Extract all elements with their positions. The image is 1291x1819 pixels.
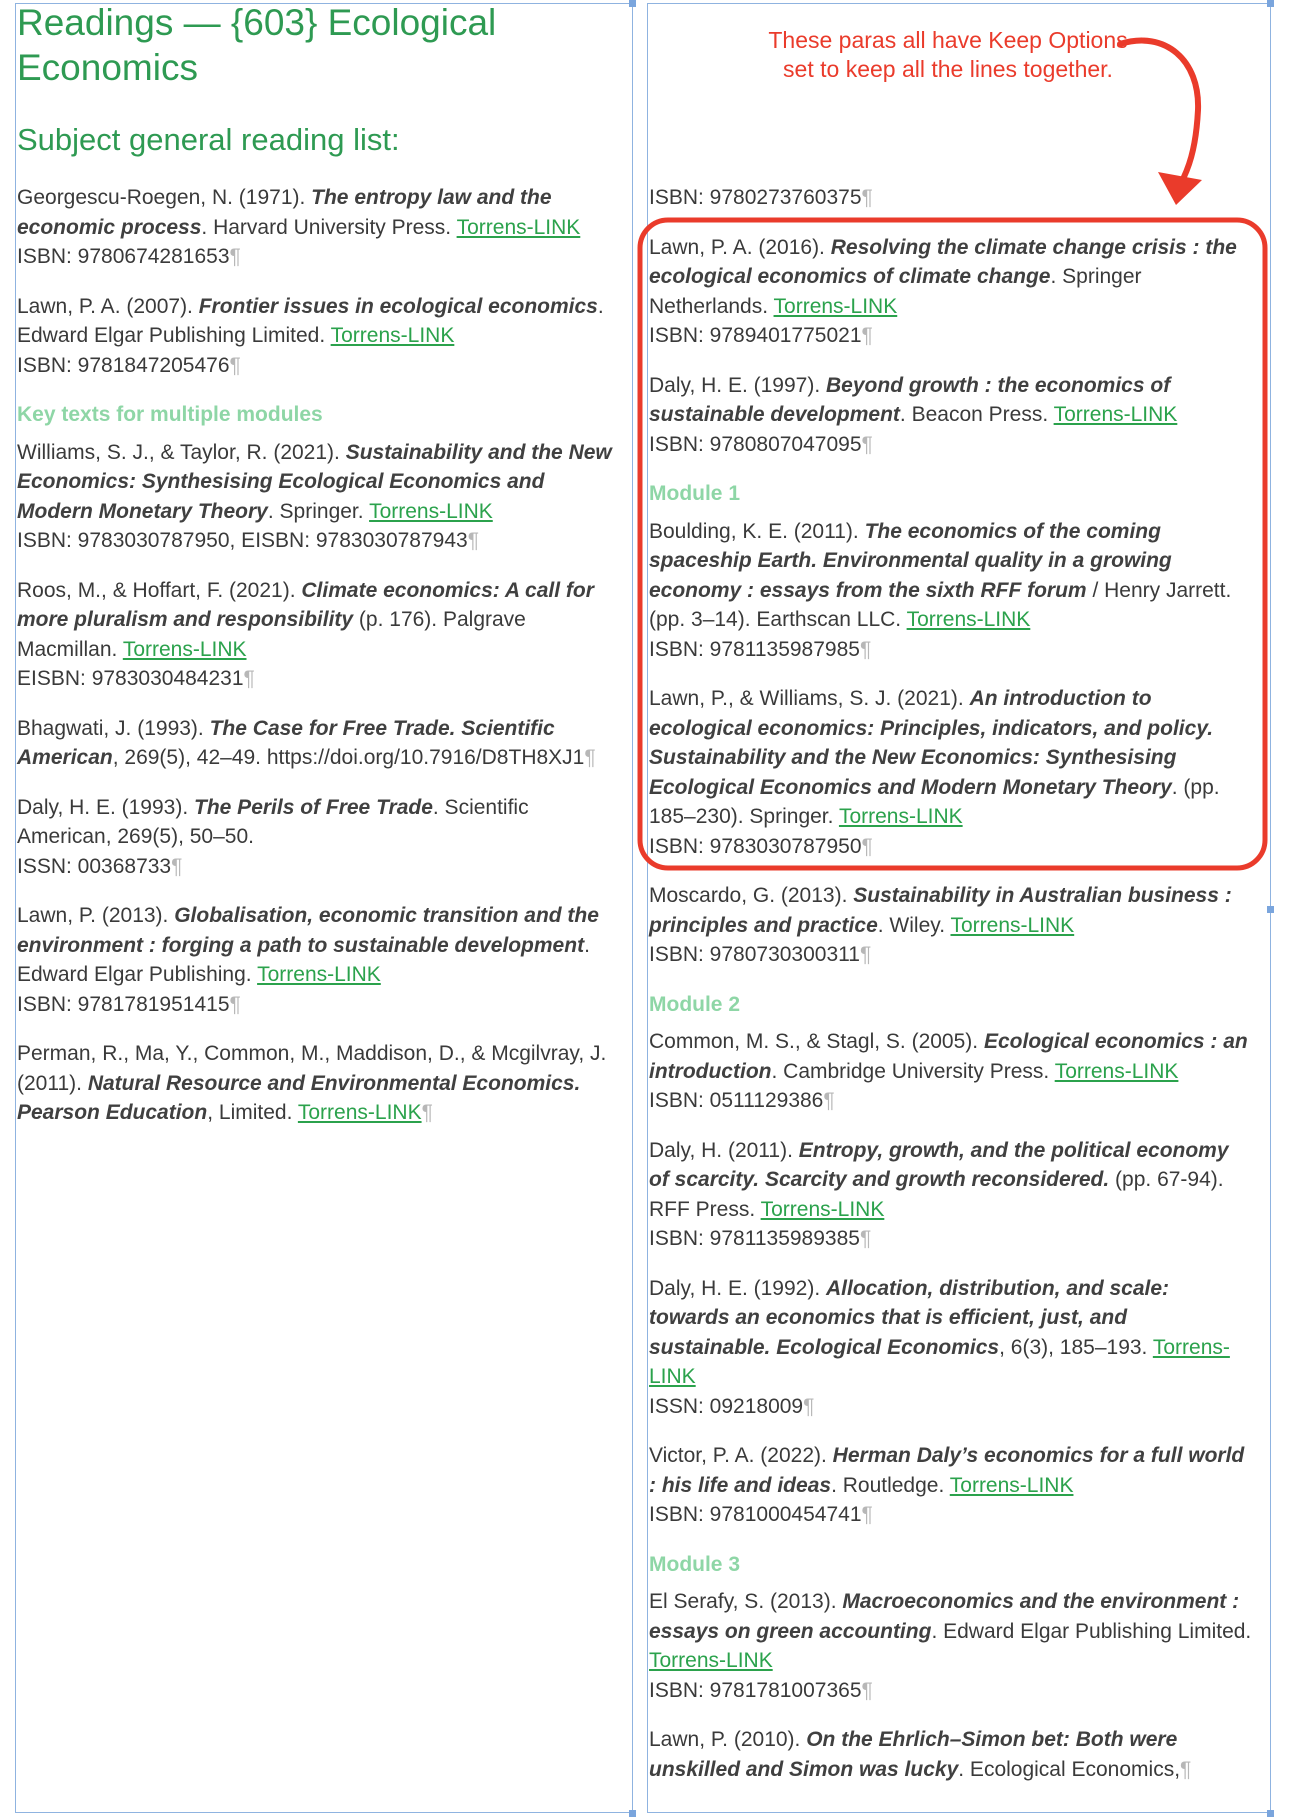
reference-identifier: ISBN: 9781135987985 bbox=[649, 637, 860, 661]
reference-title: On the Ehrlich–Simon bet: Both were unskilled and Simon was lucky bbox=[649, 1728, 1178, 1781]
section-heading: Module 1 bbox=[649, 482, 741, 505]
reference-title: Globalisation, economic transition and the environment : forging a path to sustainable development bbox=[17, 904, 599, 957]
pilcrow: ¶ bbox=[861, 1678, 873, 1702]
reference-identifier: ISBN: 9781135989385 bbox=[649, 1227, 860, 1250]
reference-authors: Daly, H. (2011). bbox=[649, 1138, 799, 1162]
frame-handle[interactable] bbox=[1267, 906, 1274, 913]
reference-title: Natural Resource and Environmental Economics. Pearson Education bbox=[17, 1071, 581, 1124]
torrens-link[interactable]: Torrens-LINK bbox=[773, 294, 898, 318]
torrens-link[interactable]: Torrens-LINK bbox=[649, 1335, 1230, 1388]
reference-identifier: ISBN: 9780674281653 bbox=[17, 245, 230, 268]
torrens-link[interactable]: Torrens-LINK bbox=[906, 608, 1031, 631]
reference-identifier: ISSN: 00368733 bbox=[17, 854, 172, 878]
reference-title: Entropy, growth, and the political economy of scarcity. Scarcity and growth reconsidered. bbox=[649, 1138, 1229, 1191]
right-reading-list bbox=[649, 183, 1254, 1804]
pilcrow: ¶ bbox=[861, 324, 873, 347]
reference-entry bbox=[649, 1587, 1254, 1705]
reference-authors: Moscardo, G. (2013). bbox=[649, 884, 854, 907]
section-heading: Module 2 bbox=[649, 992, 741, 1016]
torrens-link[interactable]: Torrens-LINK bbox=[297, 1101, 422, 1124]
reference-authors: Georgescu-Roegen, N. (1971). bbox=[17, 186, 312, 209]
reference-publisher: . Edward Elgar Publishing Limited. bbox=[931, 1619, 1252, 1643]
pilcrow: ¶ bbox=[823, 1089, 835, 1112]
reference-entry bbox=[649, 881, 1254, 970]
reference-title: Resolving the climate change crisis : the ecological economics of climate change bbox=[649, 235, 1237, 288]
torrens-link[interactable]: Torrens-LINK bbox=[1054, 1059, 1179, 1083]
reference-publisher: , 6(3), 185–193. bbox=[999, 1335, 1153, 1359]
section-heading: Module 3 bbox=[649, 1552, 741, 1576]
reference-title: The Case for Free Trade. Scientific American bbox=[17, 716, 555, 769]
pilcrow: ¶ bbox=[859, 1227, 872, 1250]
reference-publisher: . Wiley. bbox=[877, 913, 951, 937]
reference-authors: Lawn, P. (2010). bbox=[649, 1728, 807, 1751]
reference-entry bbox=[17, 292, 622, 381]
reference-authors: Lawn, P. (2013). bbox=[17, 904, 175, 927]
reference-authors: Lawn, P. A. (2016). bbox=[649, 235, 831, 259]
reference-title: Allocation, distribution, and scale: towards an economics that is efficient, just, and sustainable. Ecological Economics bbox=[649, 1276, 1170, 1359]
reference-entry bbox=[17, 576, 622, 694]
reference-publisher: . Springer Netherlands. bbox=[649, 265, 1142, 318]
reference-authors: Williams, S. J., & Taylor, R. (2021). bbox=[17, 440, 346, 464]
pilcrow: ¶ bbox=[467, 529, 479, 552]
reference-entry bbox=[17, 1039, 622, 1128]
reference-title: Climate economics: A call for more pluralism and responsibility bbox=[17, 578, 594, 631]
left-reading-list bbox=[17, 183, 622, 1148]
reference-identifier: ISBN: 9781781007365 bbox=[649, 1678, 862, 1702]
reference-title: Macroeconomics and the environment : essays on green accounting bbox=[649, 1590, 1240, 1643]
reference-title: The entropy law and the economic process bbox=[17, 186, 552, 239]
reference-publisher: . Edward Elgar Publishing Limited. bbox=[17, 294, 604, 347]
reference-identifier: ISBN: 9781781951415 bbox=[17, 992, 230, 1016]
reference-publisher: . Harvard University Press. bbox=[201, 215, 457, 239]
torrens-link[interactable]: Torrens-LINK bbox=[649, 1649, 773, 1672]
reference-authors: Lawn, P. A. (2007). bbox=[17, 294, 199, 318]
reference-entry bbox=[649, 183, 1254, 213]
pilcrow: ¶ bbox=[243, 667, 255, 690]
torrens-link[interactable]: Torrens-LINK bbox=[122, 637, 247, 661]
reference-authors: El Serafy, S. (2013). bbox=[649, 1590, 843, 1613]
torrens-link[interactable]: Torrens-LINK bbox=[257, 963, 381, 986]
reference-identifier: ISBN: 9780730300311 bbox=[649, 943, 860, 966]
torrens-link[interactable]: Torrens-LINK bbox=[330, 324, 455, 347]
frame-handle[interactable] bbox=[629, 0, 636, 7]
reference-entry bbox=[649, 1274, 1254, 1422]
reference-authors: Daly, H. E. (1997). bbox=[649, 373, 827, 397]
reference-authors: Common, M. S., & Stagl, S. (2005). bbox=[649, 1030, 984, 1053]
reference-identifier: ISBN: 0511129386 bbox=[649, 1089, 824, 1112]
reference-publisher: . Scientific American, 269(5), 50–50. bbox=[17, 795, 529, 848]
reference-entry bbox=[649, 517, 1254, 665]
reference-publisher: . Ecological Economics, bbox=[958, 1757, 1181, 1781]
reference-entry bbox=[17, 714, 622, 773]
reference-publisher: / Henry Jarrett. (pp. 3–14). Earthscan LLC. bbox=[649, 578, 1232, 631]
reference-identifier: EISBN: 9783030484231 bbox=[17, 667, 244, 690]
torrens-link[interactable]: Torrens-LINK bbox=[950, 913, 1075, 937]
reference-entry bbox=[649, 1441, 1254, 1530]
reference-authors: Bhagwati, J. (1993). bbox=[17, 716, 210, 740]
annotation-text: These paras all have Keep Options set to keep all the lines together. bbox=[768, 27, 1128, 82]
reference-identifier: ISBN: 9781000454741 bbox=[649, 1503, 862, 1526]
reference-publisher: . Beacon Press. bbox=[899, 403, 1054, 426]
reference-publisher: , Limited. bbox=[207, 1101, 298, 1124]
reference-authors: Perman, R., Ma, Y., Common, M., Maddison, D., & Mcgilvray, J. (2011). bbox=[17, 1042, 607, 1095]
reference-identifier: ISBN: 9781847205476 bbox=[17, 353, 230, 377]
reference-identifier: ISBN: 9783030787950 bbox=[649, 834, 862, 858]
reference-title: Ecological economics : an introduction bbox=[649, 1030, 1248, 1083]
pilcrow: ¶ bbox=[861, 186, 873, 209]
reference-entry bbox=[649, 233, 1254, 351]
reference-authors: Roos, M., & Hoffart, F. (2021). bbox=[17, 578, 302, 602]
torrens-link[interactable]: Torrens-LINK bbox=[456, 215, 581, 239]
reference-identifier: ISSN: 09218009 bbox=[649, 1394, 804, 1418]
reference-publisher: . Springer. bbox=[267, 499, 370, 523]
torrens-link[interactable]: Torrens-LINK bbox=[949, 1473, 1074, 1497]
document-title: Readings — {603} Ecological Economics bbox=[17, 2, 497, 88]
subtitle: Subject general reading list: bbox=[17, 122, 400, 157]
reference-identifier: ISBN: 9783030787950, EISBN: 9783030787943 bbox=[17, 529, 468, 552]
torrens-link[interactable]: Torrens-LINK bbox=[760, 1197, 885, 1221]
pilcrow: ¶ bbox=[229, 992, 241, 1016]
reference-title: An introduction to ecological economics: Principles, indicators, and policy. Sustainability and the New Economics: Synthesising Ecological Economics and Modern Monetary Theory bbox=[649, 687, 1214, 799]
reference-entry bbox=[17, 901, 622, 1019]
pilcrow: ¶ bbox=[1180, 1757, 1192, 1781]
pilcrow: ¶ bbox=[229, 245, 241, 268]
reference-title: Sustainability and the New Economics: Synthesising Ecological Economics and Modern Monetary Theory bbox=[17, 440, 612, 523]
reference-title: Sustainability in Australian business : principles and practice bbox=[649, 884, 1232, 937]
pilcrow: ¶ bbox=[229, 353, 241, 377]
pilcrow: ¶ bbox=[861, 432, 873, 456]
reference-entry bbox=[17, 183, 622, 272]
reference-authors: Victor, P. A. (2022). bbox=[649, 1444, 833, 1467]
reference-publisher: . Edward Elgar Publishing. bbox=[17, 933, 590, 986]
reference-identifier: ISBN: 9789401775021 bbox=[649, 324, 862, 347]
frame-handle[interactable] bbox=[629, 1810, 636, 1817]
pilcrow: ¶ bbox=[859, 637, 872, 661]
reference-entry bbox=[649, 1027, 1254, 1116]
reference-publisher: . Cambridge University Press. bbox=[771, 1059, 1055, 1083]
reference-title: The Perils of Free Trade bbox=[194, 795, 433, 819]
reference-title: Beyond growth : the economics of sustainable development bbox=[649, 373, 1171, 426]
reference-title: The economics of the coming spaceship Earth. Environmental quality in a growing economy : essays from the sixth RFF forum bbox=[649, 519, 1172, 602]
pilcrow: ¶ bbox=[803, 1394, 815, 1418]
reference-entry bbox=[17, 438, 622, 556]
pilcrow: ¶ bbox=[421, 1101, 433, 1124]
pilcrow: ¶ bbox=[584, 746, 596, 769]
reference-identifier: ISBN: 9780273760375 bbox=[649, 186, 862, 209]
torrens-link[interactable]: Torrens-LINK bbox=[1053, 403, 1178, 426]
reference-publisher: (p. 176). Palgrave Macmillan. bbox=[17, 608, 526, 661]
reference-entry bbox=[17, 793, 622, 882]
torrens-link[interactable]: Torrens-LINK bbox=[369, 499, 493, 523]
pilcrow: ¶ bbox=[859, 943, 872, 966]
reference-publisher: . Routledge. bbox=[831, 1473, 950, 1497]
reference-entry bbox=[649, 1725, 1254, 1784]
section-heading: Key texts for multiple modules bbox=[17, 403, 323, 426]
reference-authors: Lawn, P., & Williams, S. J. (2021). bbox=[649, 687, 970, 710]
frame-handle[interactable] bbox=[1267, 0, 1274, 7]
reference-authors: Daly, H. E. (1992). bbox=[649, 1276, 827, 1300]
reference-entry bbox=[649, 371, 1254, 460]
pilcrow: ¶ bbox=[861, 834, 873, 858]
reference-publisher: . (pp. 185–230). Springer. bbox=[649, 775, 1220, 828]
reference-identifier: ISBN: 9780807047095 bbox=[649, 432, 862, 456]
torrens-link[interactable]: Torrens-LINK bbox=[838, 805, 963, 828]
reference-authors: Boulding, K. E. (2011). bbox=[649, 519, 865, 543]
reference-authors: Daly, H. E. (1993). bbox=[17, 795, 195, 819]
reference-entry bbox=[649, 1136, 1254, 1254]
reference-title: Frontier issues in ecological economics bbox=[198, 294, 598, 318]
reference-title: Herman Daly’s economics for a full world : his life and ideas bbox=[649, 1444, 1245, 1497]
frame-handle[interactable] bbox=[1267, 1810, 1274, 1817]
reference-publisher: , 269(5), 42–49. https://doi.org/10.7916/D8TH8XJ1 bbox=[112, 746, 585, 769]
pilcrow: ¶ bbox=[861, 1503, 873, 1526]
reference-entry bbox=[649, 684, 1254, 861]
pilcrow: ¶ bbox=[171, 854, 183, 878]
reference-publisher: (pp. 67-94). RFF Press. bbox=[649, 1168, 1224, 1221]
